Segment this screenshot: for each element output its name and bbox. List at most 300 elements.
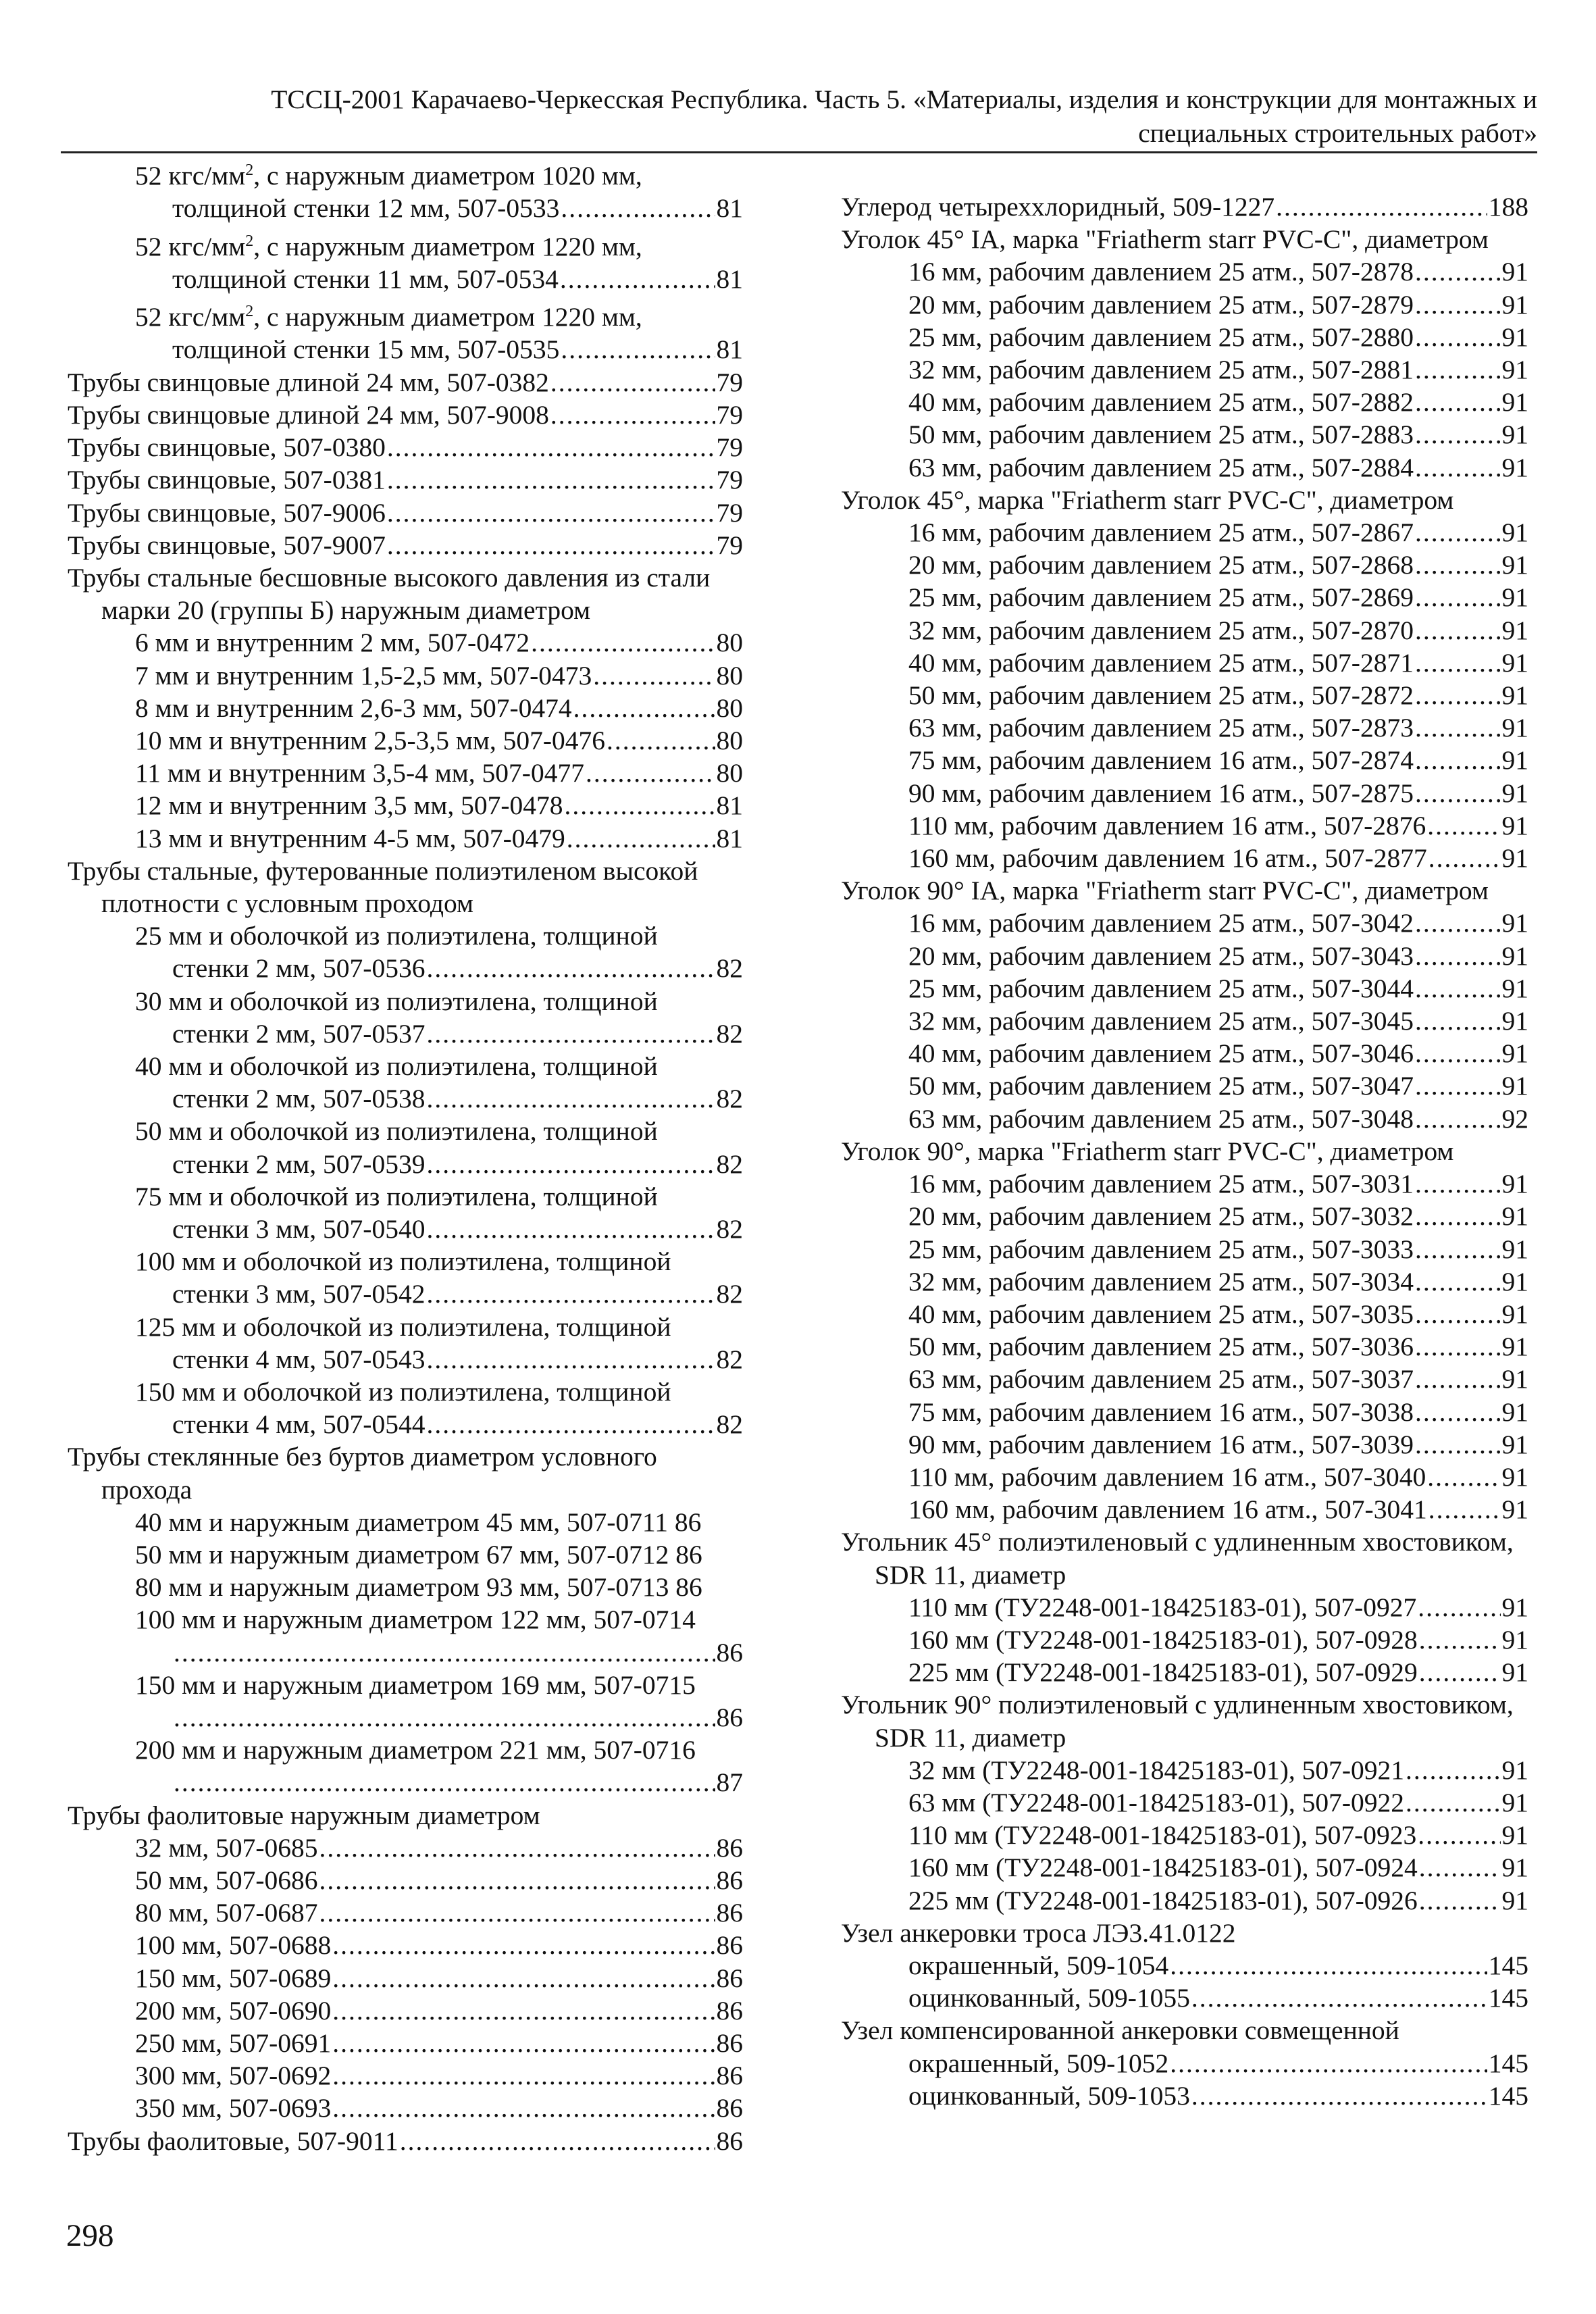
entry-page: 91 [1501, 940, 1528, 971]
entry-text: стенки 2 мм, 507-0536 [172, 953, 426, 984]
dot-leader [387, 463, 715, 496]
entry-page: 79 [716, 432, 743, 463]
entry-page: 86 [716, 1703, 743, 1733]
index-subentry [68, 2059, 743, 2092]
entry-page: 91 [1501, 615, 1528, 645]
dot-leader [400, 2125, 715, 2157]
entry-page: 80 [716, 758, 743, 788]
entry-text: 63 мм, рабочим давлением 25 атм., 507-3037 [908, 1364, 1414, 1394]
entry-text: 40 мм, рабочим давлением 25 атм., 507-3046 [908, 1038, 1414, 1069]
dot-leader [1415, 418, 1501, 451]
index-entry-continued [68, 295, 743, 333]
entry-page: 91 [1501, 713, 1528, 743]
entry-page: 81 [716, 334, 743, 365]
index-subentry [68, 1929, 743, 1961]
index-subentry [68, 1896, 743, 1929]
entry-page: 86 [674, 1507, 702, 1537]
index-heading: Трубы стеклянные без буртов диаметром условного прохода [68, 1442, 657, 1505]
entry-page: 81 [716, 823, 743, 853]
entry-page: 80 [716, 628, 743, 658]
entry-page: 91 [1501, 322, 1528, 352]
entry-page: 91 [1501, 1364, 1528, 1394]
index-subentry [841, 614, 1528, 647]
entry-page: 86 [716, 1898, 743, 1928]
dot-leader [1419, 1851, 1501, 1884]
entry-page: 86 [675, 1572, 702, 1603]
index-subentry [841, 1330, 1528, 1363]
index-entry [68, 333, 743, 366]
entry-text: 50 мм, рабочим давлением 25 атм., 507-3047 [908, 1071, 1414, 1101]
index-subentry [68, 2027, 743, 2059]
index-subentry [68, 1571, 743, 1603]
entry-page: 91 [1501, 1071, 1528, 1101]
dot-leader [1428, 842, 1501, 874]
entry-page: 82 [716, 1344, 743, 1374]
entry-text: 13 мм и внутренним 4-5 мм, 507-0479 [135, 823, 565, 853]
dot-leader [387, 431, 715, 463]
entry-page: 86 [716, 2093, 743, 2123]
entry-text: 16 мм, рабочим давлением 25 атм., 507-2867 [908, 518, 1414, 548]
entry-page: 91 [1501, 452, 1528, 482]
entry-text: 32 мм, рабочим давлением 25 атм., 507-3045 [908, 1006, 1414, 1036]
index-subentry [841, 1754, 1528, 1786]
entry-text: Трубы фаолитовые, 507-9011 [68, 2126, 398, 2156]
entry-page: 80 [716, 693, 743, 723]
entry-page: 91 [1501, 1397, 1528, 1427]
entry-text: 90 мм, рабочим давлением 16 атм., 507-2875 [908, 778, 1414, 808]
entry-page: 86 [716, 1637, 743, 1667]
entry-page: 91 [1501, 1885, 1528, 1915]
entry-page: 86 [716, 1963, 743, 1993]
index-subentry [68, 789, 743, 822]
entry-page: 91 [1501, 1592, 1528, 1622]
entry-text: 63 мм (ТУ2248-001-18425183-01), 507-0922 [908, 1787, 1405, 1817]
index-heading: Узел анкеровки троса ЛЭ3.41.0122 [841, 1917, 1236, 1948]
dot-leader [1415, 451, 1501, 484]
entry-page: 91 [1501, 1429, 1528, 1459]
dot-leader [1170, 2047, 1487, 2080]
dot-leader [1406, 1786, 1500, 1819]
dot-leader [319, 1832, 715, 1864]
entry-text: 32 мм, 507-0685 [135, 1832, 318, 1863]
entry-text: окрашенный, 509-1054 [908, 1950, 1169, 1980]
index-subentry [841, 679, 1528, 711]
dot-leader [1415, 1005, 1501, 1037]
dot-leader [531, 626, 715, 659]
entry-page: 91 [1501, 973, 1528, 1003]
index-subentry [841, 1298, 1528, 1330]
entry-page: 145 [1488, 2048, 1528, 2078]
index-subentry: 25 мм и оболочкой из полиэтилена, толщиной [135, 921, 658, 951]
entry-text: 160 мм, рабочим давлением 16 атм., 507-2877 [908, 843, 1427, 874]
entry-text: 16 мм, рабочим давлением 25 атм., 507-3042 [908, 908, 1414, 938]
entry-text: Трубы свинцовые, 507-9006 [68, 497, 386, 528]
index-subentry [841, 940, 1528, 972]
dot-leader [1415, 679, 1501, 711]
entry-page: 86 [716, 1832, 743, 1863]
entry-page: 86 [716, 2061, 743, 2091]
entry-page: 86 [716, 2126, 743, 2156]
index-subentry [841, 711, 1528, 744]
dot-leader [1415, 614, 1501, 647]
index-subentry [68, 724, 743, 757]
index-subentry [841, 1461, 1528, 1493]
entry-page: 86 [716, 2028, 743, 2059]
entry-text: 100 мм, 507-0688 [135, 1930, 332, 1961]
entry-text: 25 мм, рабочим давлением 25 атм., 507-2869 [908, 582, 1414, 613]
dot-leader [1418, 1819, 1500, 1851]
index-subentry: 200 мм и наружным диаметром 221 мм, 507-0716 [135, 1735, 696, 1765]
entry-text: 20 мм, рабочим давлением 25 атм., 507-3032 [908, 1201, 1414, 1232]
entry-page: 91 [1501, 1624, 1528, 1655]
entry-text: 32 мм, рабочим давлением 25 атм., 507-2870 [908, 615, 1414, 645]
entry-page: 91 [1501, 1755, 1528, 1785]
entry-text: 16 мм, рабочим давлением 25 атм., 507-3031 [908, 1169, 1414, 1199]
index-subentry [841, 451, 1528, 484]
header-line-1: ТССЦ-2001 Карачаево-Черкесская Республика. Часть 5. «Материалы, изделия и конструкции для монтажных и [271, 84, 1537, 114]
entry-page: 91 [1501, 1853, 1528, 1883]
index-entry [68, 2125, 743, 2157]
entry-text: стенки 3 мм, 507-0540 [172, 1213, 426, 1244]
index-subentry [841, 2047, 1528, 2080]
index-subentry: 125 мм и оболочкой из полиэтилена, толщиной [135, 1311, 671, 1342]
index-subentry [841, 1493, 1528, 1526]
entry-page: 91 [1501, 1266, 1528, 1297]
dot-leader [565, 789, 715, 822]
dot-leader [332, 1962, 715, 1994]
entry-page: 91 [1501, 745, 1528, 776]
entry-page: 81 [716, 790, 743, 821]
entry-page: 91 [1501, 1657, 1528, 1688]
index-subentry [68, 822, 743, 855]
dot-leader [319, 1896, 715, 1929]
index-subentry [841, 581, 1528, 613]
entry-page: 81 [716, 193, 743, 224]
entry-page: 91 [1501, 387, 1528, 418]
index-subentry [68, 1506, 743, 1538]
entry-text: оцинкованный, 509-1053 [908, 2080, 1190, 2111]
index-subentry: 40 мм и оболочкой из полиэтилена, толщиной [135, 1051, 658, 1081]
entry-page: 87 [716, 1767, 743, 1798]
entry-page: 82 [716, 1409, 743, 1440]
entry-text: 250 мм, 507-0691 [135, 2028, 332, 2059]
entry-text: 80 мм и наружным диаметром 93 мм, 507-0713 [135, 1572, 669, 1603]
dot-leader [1415, 907, 1501, 939]
entry-text: 25 мм, рабочим давлением 25 атм., 507-2880 [908, 322, 1414, 352]
dot-leader [1415, 972, 1501, 1005]
index-entry-continued [68, 225, 743, 263]
index-subentry-continued [68, 1343, 743, 1376]
entry-text: 25 мм, рабочим давлением 25 атм., 507-3033 [908, 1234, 1414, 1264]
entry-text: Углерод четыреххлоридный, 509-1227 [841, 192, 1275, 222]
index-subentry [841, 972, 1528, 1005]
index-subentry [841, 1037, 1528, 1070]
entry-text: толщиной стенки 11 мм, 507-0534 [172, 263, 559, 294]
index-subentry [841, 1363, 1528, 1395]
dot-leader [1191, 1982, 1487, 2014]
index-entry [68, 263, 743, 295]
index-subentry [841, 288, 1528, 321]
entry-text: 225 мм (ТУ2248-001-18425183-01), 507-0926 [908, 1885, 1418, 1915]
index-subentry [841, 777, 1528, 809]
entry-text: 20 мм, рабочим давлением 25 атм., 507-2879 [908, 289, 1414, 320]
entry-text: стенки 4 мм, 507-0543 [172, 1344, 426, 1374]
entry-text: 20 мм, рабочим давлением 25 атм., 507-2868 [908, 550, 1414, 580]
dot-leader [1415, 1363, 1501, 1395]
entry-text: , с наружным диаметром 1020 мм, [253, 161, 642, 191]
entry-text: 110 мм (ТУ2248-001-18425183-01), 507-0927 [908, 1592, 1417, 1622]
dot-leader [1406, 1754, 1500, 1786]
entry-text: 52 кгс/мм [135, 302, 246, 332]
dot-leader [1415, 581, 1501, 613]
entry-page: 91 [1501, 680, 1528, 711]
dot-leader [1415, 744, 1501, 776]
entry-page: 82 [716, 1084, 743, 1114]
entry-page: 91 [1501, 843, 1528, 874]
entry-text: 300 мм, 507-0692 [135, 2061, 332, 2091]
entry-text: 80 мм, 507-0687 [135, 1898, 318, 1928]
dot-leader [573, 692, 715, 724]
index-entry [68, 529, 743, 561]
index-subentry [841, 2080, 1528, 2112]
entry-text: стенки 2 мм, 507-0537 [172, 1018, 426, 1049]
index-entry [68, 463, 743, 496]
entry-page: 79 [716, 465, 743, 495]
entry-text: стенки 2 мм, 507-0539 [172, 1149, 426, 1179]
entry-text: 200 мм, 507-0690 [135, 1995, 332, 2026]
dot-leader [1415, 940, 1501, 972]
index-subentry [68, 1864, 743, 1896]
dot-leader [1415, 288, 1501, 321]
page-number: 298 [66, 2218, 114, 2253]
index-subentry [841, 1884, 1528, 1917]
index-entry [68, 399, 743, 431]
index-subentry [841, 1656, 1528, 1688]
entry-text: Трубы свинцовые, 507-9007 [68, 530, 386, 560]
entry-text: 11 мм и внутренним 3,5-4 мм, 507-0477 [135, 758, 584, 788]
entry-text: 110 мм, рабочим давлением 16 атм., 507-3040 [908, 1461, 1426, 1492]
entry-text: оцинкованный, 509-1055 [908, 1983, 1190, 2013]
index-subentry [841, 842, 1528, 874]
entry-page: 91 [1501, 582, 1528, 613]
entry-page: 91 [1501, 1234, 1528, 1264]
entry-page: 82 [716, 1149, 743, 1179]
index-subentry: 30 мм и оболочкой из полиэтилена, толщиной [135, 986, 658, 1016]
dot-leader [332, 2059, 715, 2092]
index-subentry-continued [68, 1082, 743, 1115]
entry-text: 10 мм и внутренним 2,5-3,5 мм, 507-0476 [135, 725, 606, 755]
entry-page: 79 [716, 399, 743, 430]
entry-text: 12 мм и внутренним 3,5 мм, 507-0478 [135, 790, 563, 821]
dot-leader [332, 1929, 715, 1961]
entry-text: , с наружным диаметром 1220 мм, [253, 302, 642, 332]
entry-text: 160 мм, рабочим давлением 16 атм., 507-3041 [908, 1494, 1427, 1525]
dot-leader [593, 659, 715, 692]
entry-page: 91 [1501, 1006, 1528, 1036]
superscript: 2 [245, 161, 254, 179]
entry-text: 160 мм (ТУ2248-001-18425183-01), 507-0924 [908, 1853, 1418, 1883]
index-subentry [841, 1786, 1528, 1819]
entry-text: 50 мм и наружным диаметром 67 мм, 507-0712 [135, 1540, 669, 1569]
index-subentry-continued [68, 1017, 743, 1050]
index-subentry [841, 1591, 1528, 1624]
entry-text: стенки 2 мм, 507-0538 [172, 1084, 426, 1114]
index-entry [68, 497, 743, 529]
entry-page: 145 [1488, 2080, 1528, 2111]
entry-page: 86 [716, 1995, 743, 2026]
entry-text: Трубы свинцовые, 507-0381 [68, 465, 386, 495]
superscript: 2 [245, 303, 254, 321]
dot-leader [1415, 1103, 1501, 1135]
dot-leader [1415, 321, 1501, 353]
dot-leader [1415, 777, 1501, 809]
entry-page: 91 [1501, 257, 1528, 287]
entry-text: толщиной стенки 12 мм, 507-0533 [172, 193, 560, 224]
entry-page: 86 [716, 1930, 743, 1961]
index-subentry [841, 516, 1528, 549]
index-subentry [68, 757, 743, 789]
entry-text: 40 мм, рабочим давлением 25 атм., 507-2882 [908, 387, 1414, 418]
dot-leader [1415, 1265, 1501, 1298]
index-column-left [68, 154, 743, 2157]
header-rule [61, 151, 1537, 153]
index-subentry-continued [68, 1766, 743, 1799]
entry-text: 6 мм и внутренним 2 мм, 507-0472 [135, 628, 530, 658]
entry-text: 7 мм и внутренним 1,5-2,5 мм, 507-0473 [135, 660, 592, 690]
entry-page: 80 [716, 660, 743, 690]
entry-page: 188 [1488, 192, 1528, 222]
index-subentry [841, 1070, 1528, 1102]
index-subentry: 100 мм и оболочкой из полиэтилена, толщиной [135, 1247, 671, 1277]
index-subentry: 150 мм и наружным диаметром 169 мм, 507-0715 [135, 1669, 696, 1700]
entry-text: 150 мм, 507-0689 [135, 1963, 332, 1993]
entry-page: 79 [716, 530, 743, 560]
entry-page: 86 [716, 1865, 743, 1896]
entry-page: 91 [1501, 1169, 1528, 1199]
index-subentry [841, 1396, 1528, 1428]
entry-text: , с наружным диаметром 1220 мм, [253, 231, 642, 261]
entry-page: 91 [1501, 778, 1528, 808]
index-subentry [841, 1200, 1528, 1232]
index-subentry [68, 2092, 743, 2124]
dot-leader [426, 1017, 715, 1050]
entry-text: 40 мм, рабочим давлением 25 атм., 507-3035 [908, 1299, 1414, 1329]
entry-text: 40 мм, рабочим давлением 25 атм., 507-2871 [908, 647, 1414, 678]
index-subentry [841, 1982, 1528, 2014]
dot-leader [1415, 549, 1501, 581]
dot-leader [1170, 1949, 1487, 1982]
index-subentry [68, 626, 743, 659]
entry-text: 32 мм (ТУ2248-001-18425183-01), 507-0921 [908, 1755, 1405, 1785]
entry-page: 82 [716, 1018, 743, 1049]
dot-leader [387, 529, 715, 561]
dot-leader [426, 1213, 715, 1245]
entry-text: 52 кгс/мм [135, 231, 246, 261]
dot-leader [319, 1864, 715, 1896]
entry-page: 91 [1501, 355, 1528, 385]
dot-leader [607, 724, 715, 757]
index-entry [68, 366, 743, 399]
index-subentry [841, 1851, 1528, 1884]
index-subentry [841, 386, 1528, 418]
entry-page: 91 [1501, 810, 1528, 840]
index-heading: Узел компенсированной анкеровки совмещенной [841, 2015, 1399, 2046]
index-subentry: 75 мм и оболочкой из полиэтилена, толщиной [135, 1181, 658, 1211]
entry-text: 75 мм, рабочим давлением 16 атм., 507-2874 [908, 745, 1414, 776]
index-subentry [68, 692, 743, 724]
entry-text: стенки 3 мм, 507-0542 [172, 1279, 426, 1309]
index-subentry [841, 1624, 1528, 1656]
dot-leader [560, 263, 715, 295]
entry-text: стенки 4 мм, 507-0544 [172, 1409, 426, 1440]
entry-text: 50 мм, рабочим давлением 25 атм., 507-2872 [908, 680, 1414, 711]
index-subentry-continued [68, 1278, 743, 1310]
dot-leader [1427, 1461, 1500, 1493]
dot-leader [586, 757, 715, 789]
dot-leader [1419, 1624, 1501, 1656]
dot-leader [1419, 1656, 1501, 1688]
dot-leader [1415, 1167, 1501, 1200]
entry-page: 91 [1501, 1299, 1528, 1329]
entry-text: Трубы свинцовые длиной 24 мм, 507-9008 [68, 399, 549, 430]
entry-page: 91 [1501, 647, 1528, 678]
index-heading: Уголок 45° IA, марка "Friatherm starr PVC-C", диаметром [841, 224, 1489, 255]
dot-leader [1415, 1298, 1501, 1330]
index-subentry-continued [68, 1636, 743, 1669]
entry-text: 25 мм, рабочим давлением 25 атм., 507-3044 [908, 973, 1414, 1003]
entry-text: 63 мм, рабочим давлением 25 атм., 507-3048 [908, 1103, 1414, 1134]
index-subentry [841, 1005, 1528, 1037]
dot-leader [174, 1766, 715, 1799]
entry-text: Трубы свинцовые длиной 24 мм, 507-0382 [68, 367, 549, 397]
dot-leader [426, 952, 715, 984]
index-subentry: 50 мм и оболочкой из полиэтилена, толщиной [135, 1116, 658, 1147]
entry-page: 91 [1501, 550, 1528, 580]
index-entry-continued [68, 154, 743, 192]
entry-page: 91 [1501, 1332, 1528, 1362]
dot-leader [174, 1636, 715, 1669]
entry-text: 50 мм, рабочим давлением 25 атм., 507-2883 [908, 420, 1414, 450]
dot-leader [1415, 1428, 1501, 1461]
dot-leader [332, 2027, 715, 2059]
running-header [61, 82, 1537, 150]
dot-leader [426, 1278, 715, 1310]
entry-page: 82 [716, 1213, 743, 1244]
entry-text: 32 мм, рабочим давлением 25 атм., 507-2881 [908, 355, 1414, 385]
dot-leader [550, 366, 715, 399]
entry-text: 52 кгс/мм [135, 161, 246, 191]
entry-page: 91 [1501, 289, 1528, 320]
dot-leader [1415, 1200, 1501, 1232]
index-subentry [68, 1538, 743, 1571]
dot-leader [426, 1408, 715, 1440]
entry-text: 20 мм, рабочим давлением 25 атм., 507-3043 [908, 940, 1414, 971]
index-subentry [841, 549, 1528, 581]
entry-page: 80 [716, 725, 743, 755]
index-subentry-continued [68, 1213, 743, 1245]
dot-leader [1427, 809, 1500, 842]
index-subentry [841, 907, 1528, 939]
index-heading: Трубы стальные бесшовные высокого давления из стали марки 20 (группы Б) наружным диаметром [68, 562, 711, 626]
index-heading: Угольник 45° полиэтиленовый с удлиненным хвостовиком, SDR 11, диаметр [841, 1527, 1514, 1590]
index-entry [841, 191, 1528, 223]
dot-leader [426, 1148, 715, 1180]
index-heading: Трубы фаолитовые наружным диаметром [68, 1800, 540, 1830]
index-subentry: 100 мм и наружным диаметром 122 мм, 507-0714 [135, 1605, 696, 1635]
entry-page: 82 [716, 1279, 743, 1309]
dot-leader [567, 822, 715, 855]
entry-page: 79 [716, 367, 743, 397]
